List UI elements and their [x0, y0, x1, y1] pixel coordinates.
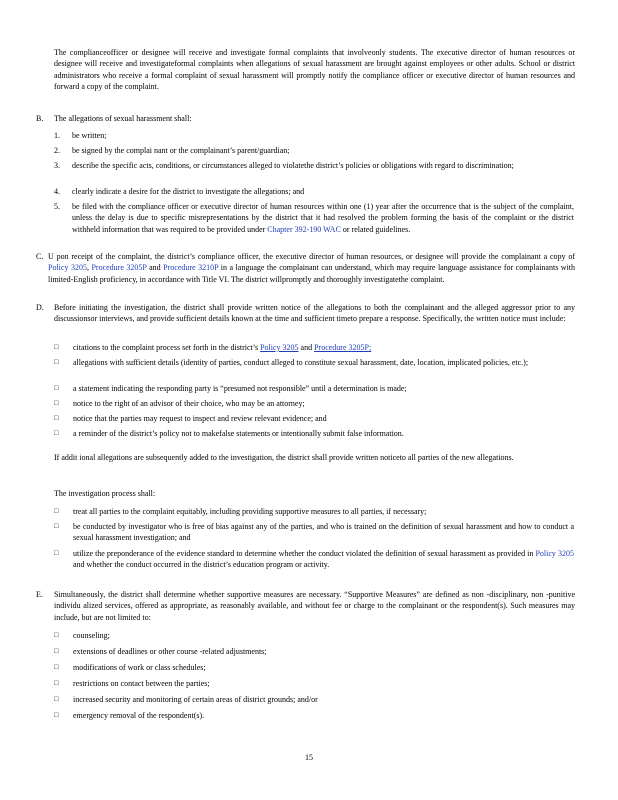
page-number: 15 — [305, 753, 313, 762]
section-c-paragraph: U pon receipt of the complaint, the district’s compliance officer, the executive director of human resources, or designee will provide the complainant a copy of Policy 3205, Procedure 3205P and Procedure 3210P in a language the complainant can understand, which may require language assistance for complainants with limited-English proficiency, in accordance with Title VI. The district willpromptly and thoroughly investigatethe complaint. — [48, 252, 576, 284]
section-b-heading: The allegations of sexual harassment shall: — [54, 114, 192, 123]
bullet-icon: □ — [54, 695, 59, 703]
bullet-icon: □ — [54, 384, 59, 392]
process-heading: The investigation process shall: — [54, 489, 156, 498]
bullet-icon: □ — [54, 399, 59, 407]
policy-3205-link[interactable]: Policy 3205 — [535, 549, 575, 558]
bullet-icon: □ — [54, 522, 59, 530]
procedure-3205p-link[interactable]: Procedure 3205P — [314, 343, 369, 352]
procedure-3210p-link[interactable]: Procedure 3210P — [163, 263, 219, 273]
section-d-heading: Before initiating the investigation, the district shall provide written notice of the allegations to both the complainant and the alleged aggressor prior to any discussionsor interviews, and provide sufficient details known at the time and sufficient timeto prepare a response. Specifically, the written notice must include: — [54, 303, 575, 324]
chapter-wac-link[interactable]: Chapter 392-190 WAC — [267, 224, 341, 234]
bullet-icon: □ — [54, 429, 59, 437]
section-b-label: B. — [36, 114, 44, 123]
bullet-icon: □ — [54, 647, 59, 655]
bullet-icon: □ — [54, 679, 59, 687]
bullet-icon: □ — [54, 549, 59, 557]
bullet-icon: □ — [54, 663, 59, 671]
section-c-label: C. — [36, 252, 44, 261]
policy-3205-link[interactable]: Policy 3205 — [48, 263, 87, 273]
bullet-icon: □ — [54, 343, 59, 351]
policy-3205-link[interactable]: Policy 3205 — [260, 343, 299, 352]
intro-paragraph: The complianceofficer or designee will receive and investigate formal complaints that involveonly students. The executive director of human resources or designee will receive and investigateformal complaints when allegations of sexual harassment are brought against employees or other adults. School or district administrators who receive a formal complaint of sexual harassment will promptly notify the compliance officer or executive director of human resources and forward a copy of the complaint. — [54, 48, 575, 92]
bullet-icon: □ — [54, 631, 59, 639]
section-e-label: E. — [36, 590, 43, 599]
document-page: The complianceofficer or designee will receive and investigate formal complaints that involveonly students. The executive director of human resources or designee will receive and investigateformal complaints when allegations of sexual harassment are brought against employees or other adults. School or district administrators who receive a formal complaint of sexual harassment will promptly notify the compliance officer or executive director of human resources and forward a copy of the complaint. B. The allegations of sexual harassment shall: 1. be written; 2. be signed by the complai nant or the complainant’s parent/guardian; 3. describe the specific acts, conditions, or circumstances alleged to violatethe district’s policies or obligations with regard to discrimination; 4. clearly indicate a desire for the district to investigate the allegations; and 5. be filed with the compliance officer or executive director of human resources within one (1) year after the occurrence that is the subject of the complaint, unless the delay is due to specific misrepresentations by the district that it had resolved the problem forming the basis of the complaint or the district withheld information that was required to be provided under Chapter 392-190 WAC or related guidelines. C. U pon receipt of the complaint, the district’s compliance officer, the executive director of human resources, or designee will provide the complainant a copy of Policy 3205, Procedure 3205P and Procedure 3210P in a language the complainant can understand, which may require language assistance for complainants with limited-English proficiency, in accordance with Title VI. The district willpromptly and thoroughly investigatethe complaint. D. Before initiating the investigation, the district shall provide written notice of the allegations to both the complainant and the alleged aggressor prior to any discussionsor interviews, and provide sufficient details known at the time and sufficient timeto prepare a response. Specifically, the written notice must include: □ citations to the complaint process set forth in the district’s Policy 3205 and Procedure 3205P; □ allegations with sufficient details (identity of parties, conduct alleged to constitute sexual harassment, date, location, implicated policies, etc.); □ a statement indicating the responding party is “presumed not responsible” until a determination is made; □ notice to the right of an advisor of their choice, who may be an attorney; □ notice that the parties may request to inspect and review relevant evidence; and □ a reminder of the district’s policy not to makefalse statements or intentionally submit false information. If addit ional allegations are subsequently added to the investigation, the district shall provide written noticeto all parties of the new allegations. The investigation process shall: □ treat all parties to the complaint equitably, including providing supportive measures to all parties, if necessary; □ be conducted by investigator who is free of bias against any of the parties, and who is trained on the definition of sexual harassment and how to conduct a sexual harassment investigation; and □ utilize the preponderance of the evidence standard to determine whether the conduct violated the definition of sexual harassment as provided in Policy 3205 and whether the conduct occurred in the district’s education program or activity. E. Simultaneously, the district shall determine whether supportive measures are necessary. “Supportive Measures” are defined as non -disciplinary, non -punitive individu alized services, offered as appropriate, as reasonably available, and without fee or charge to the complainant or the respondent(s). Such measures may include, but are not limited to: □ counseling; □ extensions of deadlines or other course -related adjustments; □ modifications of work or class schedules; □ restrictions on contact between the parties; □ increased security and monitoring of certain areas of district grounds; and/or □ emergency removal of the respondent(s). 15 — [0, 0, 618, 800]
section-d-label: D. — [36, 303, 44, 312]
bullet-icon: □ — [54, 507, 59, 515]
bullet-icon: □ — [54, 711, 59, 719]
bullet-icon: □ — [54, 358, 59, 366]
section-e-heading: Simultaneously, the district shall determine whether supportive measures are necessary. “Supportive Measures” are defined as non -disciplinary, non -punitive individu alized services, offered as appropriate, as reasonably available, and without fee or charge to the complainant or the respondent(s). Such measures may include, but are not limited to: — [54, 590, 575, 622]
bullet-icon: □ — [54, 414, 59, 422]
procedure-3205p-link[interactable]: Procedure 3205P — [91, 263, 147, 273]
additional-allegations-paragraph: If addit ional allegations are subsequently added to the investigation, the district shall provide written noticeto all parties of the new allegations. — [54, 453, 514, 462]
